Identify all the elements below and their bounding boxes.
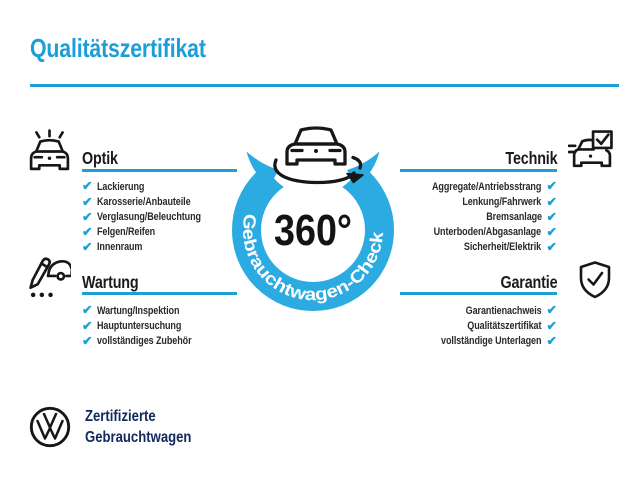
checklist-item bbox=[82, 333, 262, 348]
check-icon: ✔ bbox=[82, 303, 93, 318]
check-icon: ✔ bbox=[546, 224, 557, 239]
checklist-item-label: Innenraum bbox=[97, 241, 143, 254]
check-icon: ✔ bbox=[82, 240, 93, 255]
checklist-item-label: Verglasung/Beleuchtung bbox=[97, 210, 202, 223]
check-icon: ✔ bbox=[546, 209, 557, 224]
checklist-item-label: Sicherheit/Elektrik bbox=[464, 241, 542, 254]
check-icon: ✔ bbox=[82, 209, 93, 224]
check-icon: ✔ bbox=[546, 194, 557, 209]
checklist-item-label: vollständige Unterlagen bbox=[441, 334, 542, 347]
360-check-badge bbox=[213, 118, 413, 323]
car-front-shine-icon bbox=[27, 129, 72, 174]
check-icon: ✔ bbox=[82, 194, 93, 209]
check-icon: ✔ bbox=[82, 318, 93, 333]
checklist-item-label: Aggregate/Antriebsstrang bbox=[432, 180, 542, 193]
checklist-item bbox=[340, 333, 557, 348]
checklist-item-label: Lenkung/Fahrwerk bbox=[462, 195, 542, 208]
check-icon: ✔ bbox=[546, 179, 557, 194]
check-icon: ✔ bbox=[82, 179, 93, 194]
footer-line1: Zertifizierte bbox=[85, 408, 156, 425]
ring-label: Gebrauchtwagen-Check bbox=[238, 212, 387, 305]
checklist-item-label: Bremsanlage bbox=[485, 210, 542, 223]
checklist-item-label: Hauptuntersuchung bbox=[97, 319, 182, 332]
checklist-item-label: Karosserie/Anbauteile bbox=[97, 195, 192, 208]
section-title-technik: Technik bbox=[504, 148, 557, 168]
check-icon: ✔ bbox=[82, 333, 93, 348]
checklist-item-label: Wartung/Inspektion bbox=[97, 304, 180, 317]
degree-label: 360° bbox=[274, 206, 352, 255]
shield-check-icon bbox=[575, 260, 615, 300]
checklist-item-label: Lackierung bbox=[97, 180, 145, 193]
vw-logo-icon bbox=[29, 406, 71, 448]
check-icon: ✔ bbox=[546, 318, 557, 333]
check-icon: ✔ bbox=[546, 303, 557, 318]
section-divider-garantie bbox=[400, 292, 557, 295]
header-divider bbox=[30, 84, 619, 87]
checklist-item-label: Felgen/Reifen bbox=[97, 226, 156, 239]
check-icon: ✔ bbox=[546, 240, 557, 255]
footer-brand-text bbox=[85, 407, 215, 448]
page-title: Qualitätszertifikat bbox=[30, 33, 206, 63]
checklist-item-label: vollständiges Zubehör bbox=[97, 334, 192, 347]
checklist-item-label: Qualitätszertifikat bbox=[467, 319, 542, 332]
section-divider-technik bbox=[400, 169, 557, 172]
check-icon: ✔ bbox=[82, 224, 93, 239]
section-title-garantie: Garantie bbox=[500, 272, 557, 292]
car-checkbox-icon bbox=[568, 130, 613, 175]
pencil-car-checklist-icon bbox=[26, 255, 71, 300]
checklist-item-label: Garantienachweis bbox=[465, 304, 542, 317]
section-title-wartung: Wartung bbox=[82, 272, 139, 292]
checklist-item-label: Unterboden/Abgasanlage bbox=[434, 226, 542, 239]
section-title-optik: Optik bbox=[82, 148, 118, 168]
footer-line2: Gebrauchtwagen bbox=[85, 428, 192, 446]
check-icon: ✔ bbox=[546, 333, 557, 348]
